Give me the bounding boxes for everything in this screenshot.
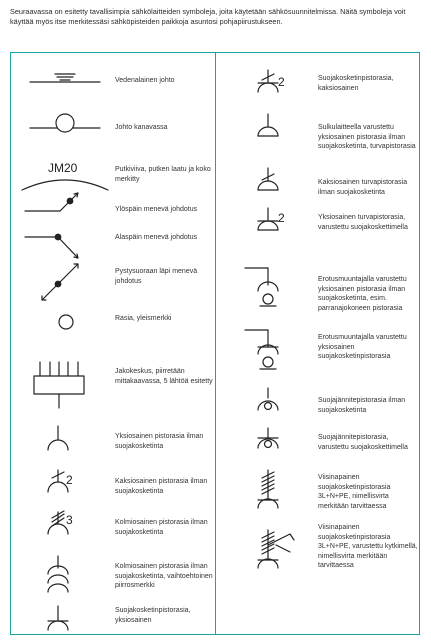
underwater-cable-icon [30,74,100,82]
socket-single-icon [48,426,68,450]
label-selv-socket: Suojajännitepistorasia ilman suojakosketinta [318,397,406,414]
conduit-code: JM20 [48,161,78,175]
isolating-transformer-earthed-icon [245,330,278,369]
shuttered-socket-icon [258,114,278,136]
label-socket-triple: Kolmiosainen pistorasia ilman suojakosketinta [115,519,208,536]
label-box-general: Rasia, yleismerkki [115,315,172,322]
label-conduit-line: Putkiviiva, putken laatu ja koko merkitty [115,166,211,183]
label-underwater-cable: Vedenalainen johto [115,77,175,84]
label-shuttered-socket: Sulkulaitteella varustettu yksiosainen pistorasia ilman suojakosketinta, turvapistorasia [318,124,416,151]
conduit-line-icon [22,161,108,190]
socket-triple-alt-icon [48,556,68,592]
label-selv-socket-earthed: Suojajännitepistorasia, varustettu suojakoskettimella [318,434,408,451]
label-wiring-down: Alaspäin menevä johdotus [115,234,198,241]
socket-triple-icon [48,511,73,534]
socket-double-count: 2 [66,473,73,487]
shuttered-socket-earthed-icon [258,208,285,230]
label-shuttered-socket-earthed: Yksiosainen turvapistorasia, varustettu suojakoskettimella [318,214,408,231]
five-pole-socket-icon [258,470,278,508]
junction-box-icon [59,315,73,329]
label-isolating-transformer: Erotusmuuntajalla varustettu yksiosainen pistorasia ilman suojakosketinta, esim. parranajokoneen pistorasia [318,276,407,312]
socket-triple-count: 3 [66,513,73,527]
socket-double-icon [48,470,73,492]
wiring-up-icon [25,193,78,211]
cable-duct-icon [30,114,100,132]
label-isolating-transformer-earthed: Erotusmuuntajalla varustettu yksiosainen suojakosketinpistorasia [318,334,407,361]
earthed-socket-double-icon [258,70,285,92]
label-wiring-up: Ylöspäin menevä johdotus [115,206,198,213]
label-cable-in-duct: Johto kanavassa [115,124,168,131]
label-socket-triple-alt: Kolmiosainen pistorasia ilman suojakosketinta, vaihtoehtoinen piirrosmerkki [115,563,213,590]
label-earthed-socket-double: Suojakosketinpistorasia, kaksiosainen [318,75,394,92]
label-wiring-through: Pystysuoraan läpi menevä johdotus [115,268,198,285]
shuttered-socket-double-icon [258,168,278,190]
label-earthed-socket: Suojakosketinpistorasia, yksiosainen [115,607,191,624]
label-socket-double: Kaksiosainen pistorasia ilman suojakosketinta [115,478,208,495]
isolating-transformer-icon [245,268,278,306]
shuttered-earthed-count: 2 [278,211,285,225]
intro-text: Seuraavassa on esitetty tavallisimpia sähkölaitteiden symboleja, joita käytetään sähkösuunnitelmissa. Näitä symboleja voit käyttää myös itse merkitessäsi sähköpisteiden paikkoja asuntosi pohjapiirustukseen. [10,7,406,26]
earthed-double-count: 2 [278,75,285,89]
label-five-pole-socket-switch: Viisinapainen suojakosketinpistorasia 3L+N+PE, varustettu kytkimellä, nimellisvirta merkitään tarvittaessa [318,524,418,570]
label-five-pole-socket: Viisinapainen suojakosketinpistorasia 3L+N+PE, nimellisvirta merkitään tarvittaessa [318,474,391,510]
label-socket-single: Yksiosainen pistorasia ilman suojakosketinta [115,433,204,450]
five-pole-socket-switch-icon [258,530,294,568]
label-distribution-board: Jakokeskus, piirretään mittakaavassa, 5 lähtöä esitetty [115,368,213,385]
selv-socket-icon [258,388,278,410]
selv-socket-earthed-icon [258,428,278,448]
label-shuttered-socket-double: Kaksiosainen turvapistorasia ilman suojakosketinta [318,179,408,196]
wiring-down-icon [25,234,78,258]
earthed-socket-icon [48,606,68,630]
wiring-through-icon [42,264,78,300]
distribution-board-icon [34,362,84,408]
